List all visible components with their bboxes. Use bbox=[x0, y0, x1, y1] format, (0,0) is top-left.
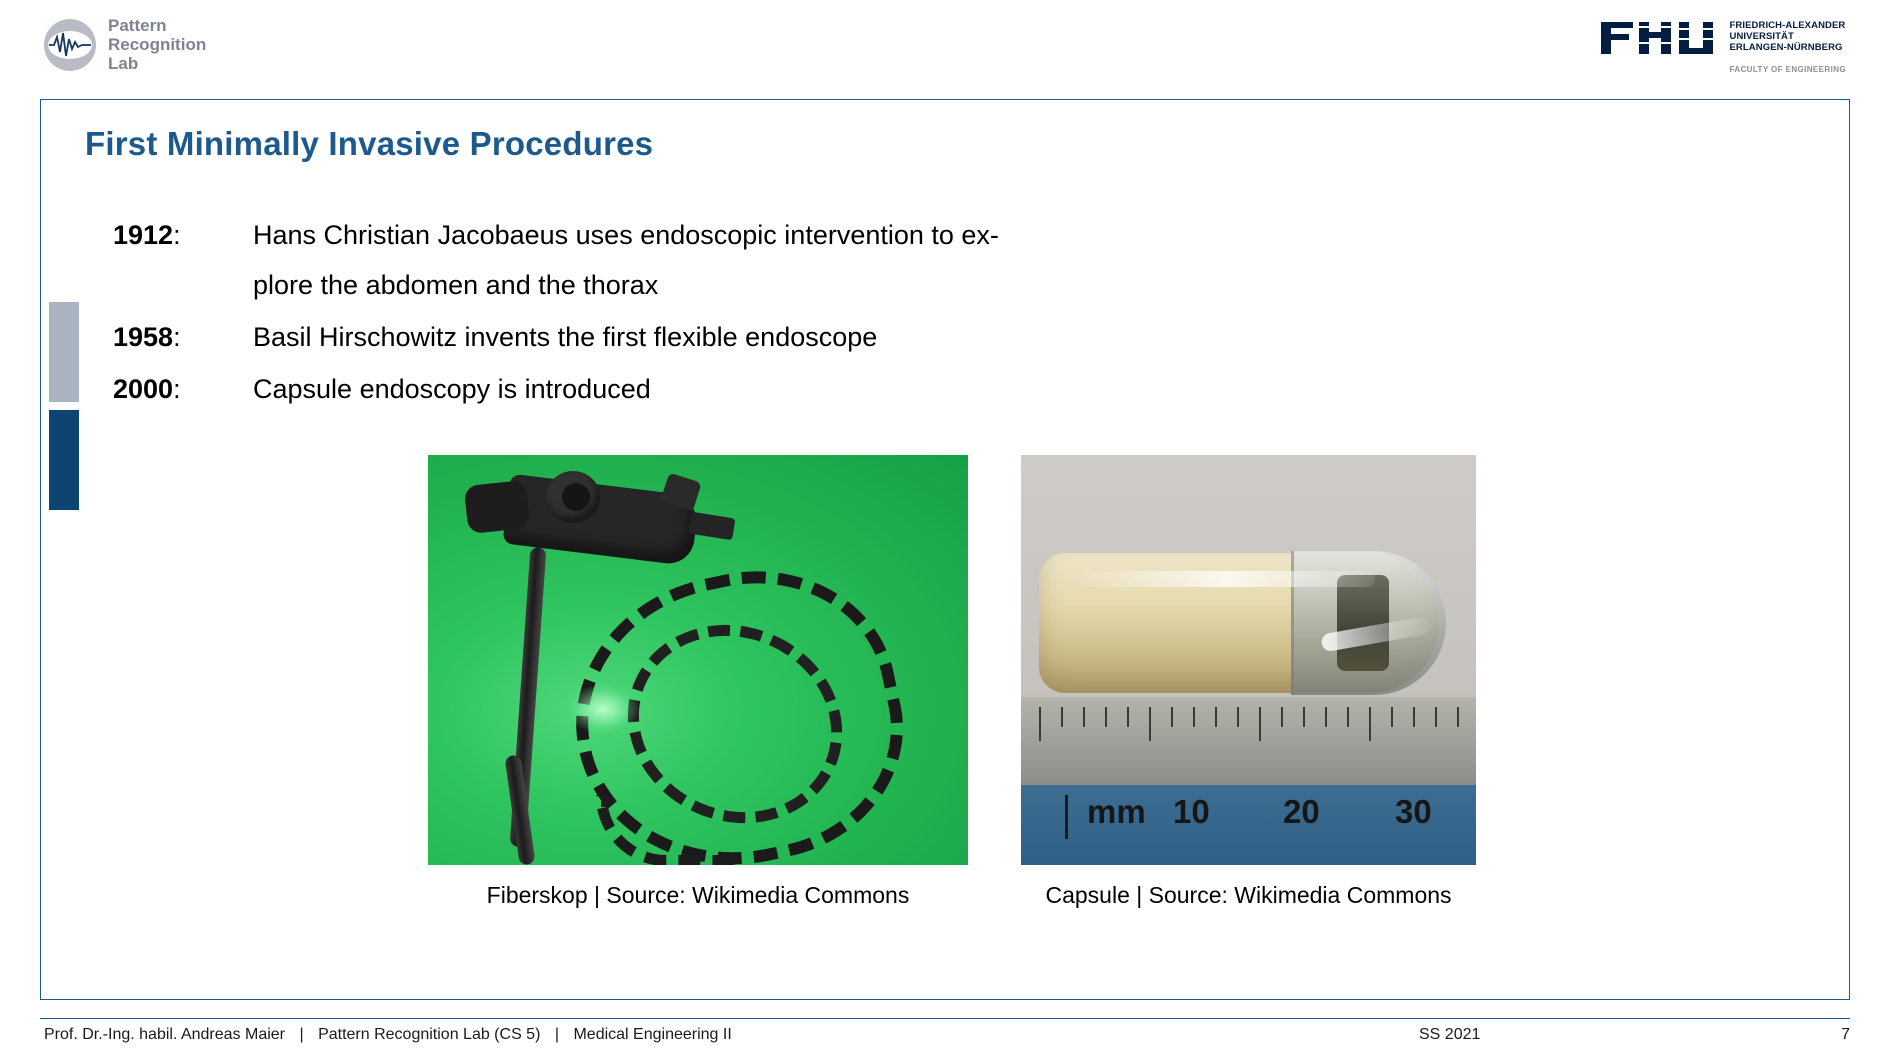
fiberscope-tail bbox=[596, 795, 737, 865]
footer-credits bbox=[44, 1026, 732, 1044]
fiberscope-eyepiece bbox=[464, 480, 531, 534]
waveform-circle-icon bbox=[44, 19, 96, 71]
ruler bbox=[1021, 697, 1476, 865]
capsule-highlight bbox=[1075, 571, 1375, 587]
figure-fiberscope bbox=[428, 455, 968, 909]
timeline-year: 2000: bbox=[113, 374, 181, 404]
footer-separator: | bbox=[554, 1026, 560, 1043]
fau-name-line3: ERLANGEN-NÜRNBERG bbox=[1729, 42, 1843, 53]
slide-header bbox=[0, 0, 1890, 100]
fiberscope-photo bbox=[428, 455, 968, 865]
footer-separator: | bbox=[299, 1026, 304, 1043]
fau-wordmark-icon bbox=[1599, 18, 1719, 58]
fiberscope-control-knob-inner bbox=[562, 483, 590, 511]
list-item bbox=[113, 210, 1513, 310]
fiberscope-cable-lower bbox=[504, 754, 535, 865]
photo-highlight bbox=[568, 685, 638, 733]
footer-page-number: 7 bbox=[1841, 1026, 1850, 1043]
timeline-year-value: 2000 bbox=[113, 374, 174, 404]
fau-faculty-label: FACULTY OF ENGINEERING bbox=[1729, 65, 1846, 74]
timeline-text-line1: Basil Hirschowitz invents the first flexible endoscope bbox=[253, 322, 878, 352]
fau-name-line1: FRIEDRICH-ALEXANDER bbox=[1729, 20, 1846, 31]
ruler-labels bbox=[1021, 793, 1476, 853]
figure-caption: Fiberskop | Source: Wikimedia Commons bbox=[486, 882, 910, 908]
figure-capsule bbox=[1021, 455, 1476, 909]
fau-logo-text bbox=[1729, 18, 1846, 74]
timeline-text bbox=[253, 210, 999, 310]
ruler-upper-face bbox=[1021, 697, 1476, 785]
sidebar-rail-light bbox=[49, 302, 79, 402]
timeline-text-line1: Capsule endoscopy is introduced bbox=[253, 374, 651, 404]
pattern-recognition-lab-logo bbox=[44, 16, 206, 73]
footer-divider bbox=[40, 1018, 1850, 1019]
lab-logo-line2: Recognition bbox=[108, 35, 207, 54]
fiberscope-connector bbox=[689, 512, 736, 541]
ruler-label-20: 20 bbox=[1283, 793, 1320, 830]
footer-course: Medical Engineering II bbox=[573, 1026, 732, 1043]
ruler-label-10: 10 bbox=[1173, 793, 1210, 830]
timeline-text-line2: plore the abdomen and the thorax bbox=[253, 270, 659, 300]
lab-logo-line1: Pattern bbox=[108, 16, 167, 35]
timeline-list bbox=[113, 210, 1513, 416]
page-title: First Minimally Invasive Procedures bbox=[85, 125, 654, 162]
lab-logo-line3: Lab bbox=[108, 54, 139, 73]
footer-lab: Pattern Recognition Lab (CS 5) bbox=[318, 1026, 541, 1043]
footer-term: SS 2021 bbox=[1419, 1026, 1481, 1043]
timeline-text bbox=[253, 312, 877, 362]
sidebar-rail-dark bbox=[49, 410, 79, 510]
timeline-text-line1: Hans Christian Jacobaeus uses endoscopic intervention to ex- bbox=[253, 220, 999, 250]
footer-author: Prof. Dr.-Ing. habil. Andreas Maier bbox=[44, 1026, 285, 1043]
lab-logo-text bbox=[108, 16, 206, 73]
fau-name-line2: UNIVERSITÄT bbox=[1729, 31, 1794, 42]
ruler-label-30: 30 bbox=[1395, 793, 1432, 830]
capsule-photo bbox=[1021, 455, 1476, 865]
slide-footer bbox=[44, 1026, 1850, 1056]
timeline-year-value: 1958 bbox=[113, 322, 174, 352]
figure-row bbox=[428, 455, 1476, 909]
fau-logo bbox=[1599, 18, 1846, 74]
timeline-year: 1912: bbox=[113, 220, 181, 250]
list-item bbox=[113, 312, 1513, 362]
figure-caption: Capsule | Source: Wikimedia Commons bbox=[1045, 882, 1452, 908]
timeline-year-value: 1912 bbox=[113, 220, 174, 250]
timeline-year: 1958: bbox=[113, 322, 181, 352]
list-item bbox=[113, 364, 1513, 414]
timeline-text bbox=[253, 364, 651, 414]
ruler-label-mm: mm bbox=[1087, 793, 1146, 830]
